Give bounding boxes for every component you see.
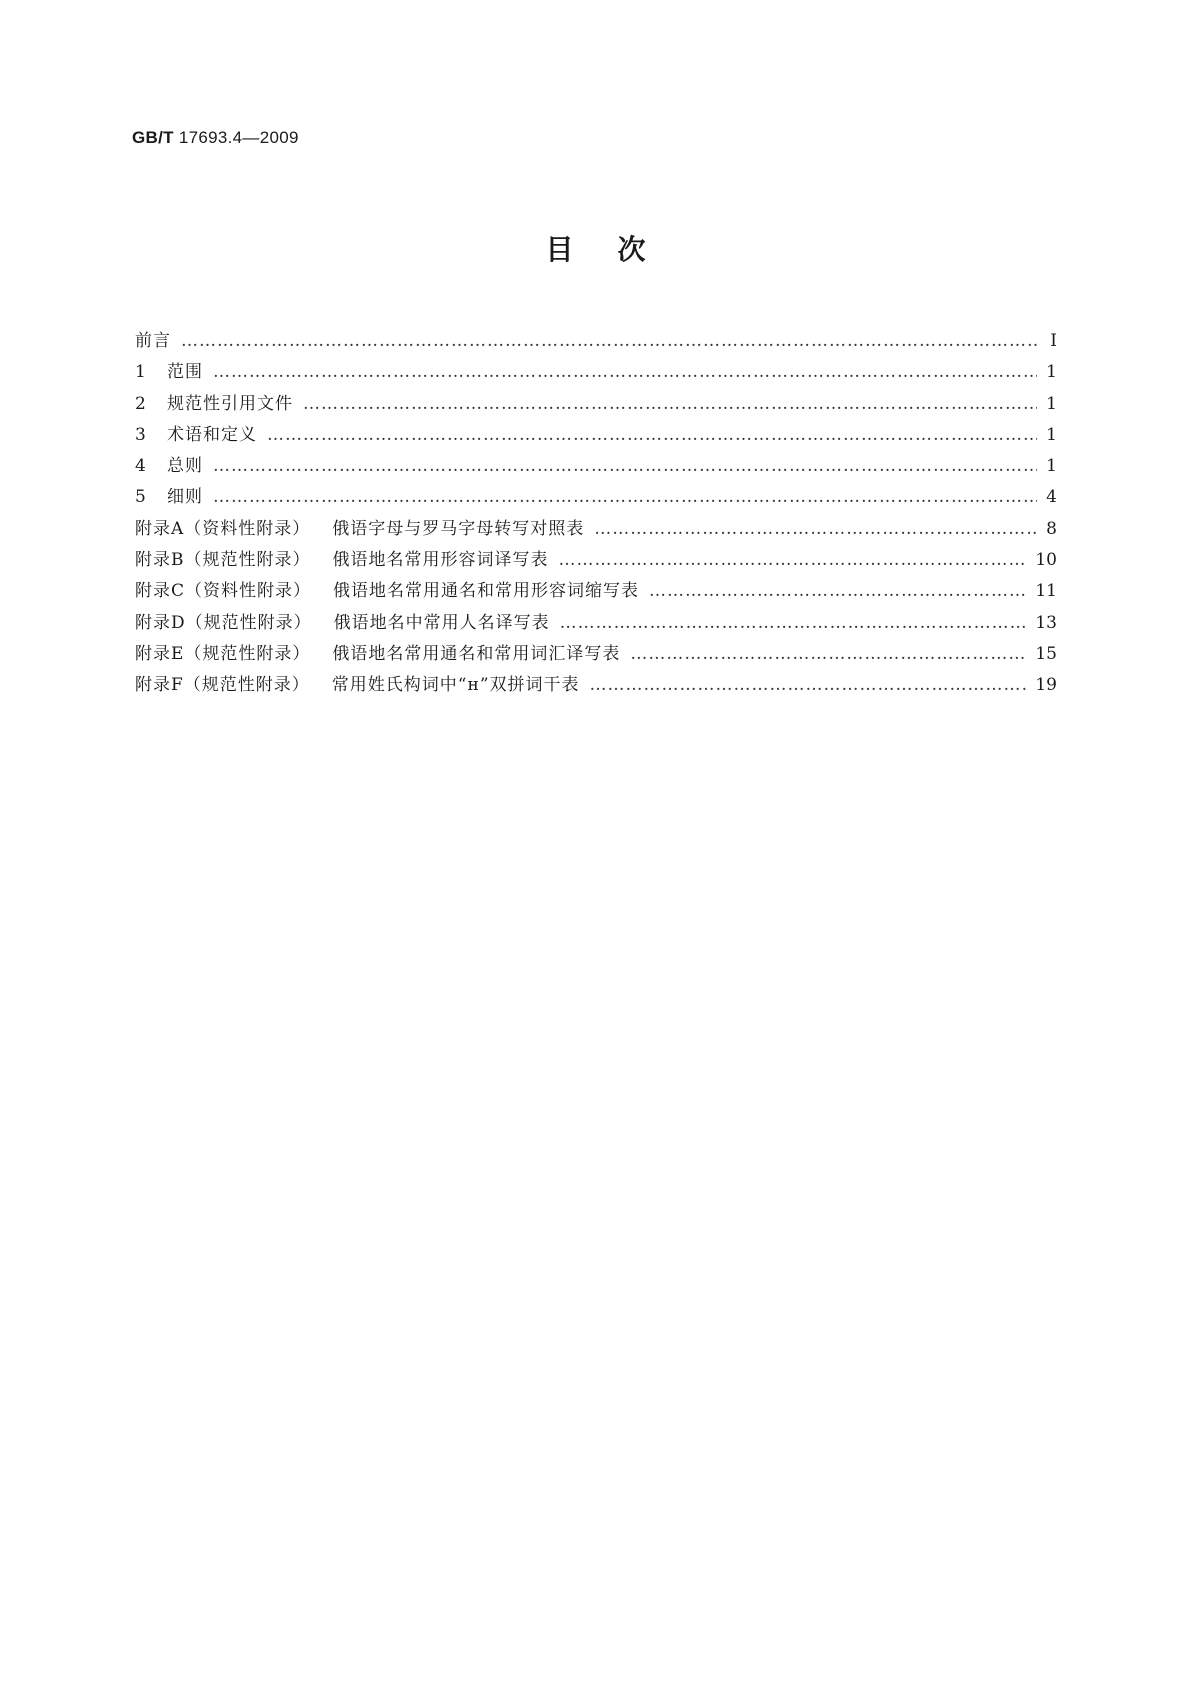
standard-code bbox=[132, 128, 299, 148]
dot-leader bbox=[213, 362, 1037, 382]
toc-entry-label: 前言 bbox=[135, 331, 171, 351]
toc-entry-label: 规范性引用文件 bbox=[167, 393, 293, 414]
dot-leader bbox=[213, 456, 1037, 476]
toc-entry-label: 俄语地名常用通名和常用词汇译写表 bbox=[332, 643, 621, 664]
toc-entry-appendix: 附录B（规范性附录） bbox=[135, 550, 311, 571]
dot-leader bbox=[590, 675, 1028, 695]
toc-entry-appendix-c[interactable] bbox=[135, 576, 1057, 607]
toc-entry-label: 细则 bbox=[167, 487, 203, 508]
toc-entry-label: 俄语地名常用形容词译写表 bbox=[332, 550, 549, 571]
dot-leader bbox=[560, 613, 1028, 633]
toc-entry-appendix-a[interactable] bbox=[135, 514, 1057, 545]
toc-entry-page: 1 bbox=[1046, 362, 1057, 383]
toc-entry-label: 常用姓氏构词中“н”双拼词干表 bbox=[331, 675, 580, 696]
toc-entry-page: 19 bbox=[1035, 675, 1057, 696]
toc-entry-appendix-e[interactable] bbox=[135, 639, 1057, 670]
toc-entry-page: 4 bbox=[1046, 487, 1057, 508]
dot-leader bbox=[594, 519, 1037, 539]
toc-entry-appendix: 附录D（规范性附录） bbox=[135, 612, 312, 633]
toc-entry-page: 1 bbox=[1046, 424, 1057, 445]
toc-entry-page: 15 bbox=[1035, 643, 1057, 664]
toc-entry-page: 1 bbox=[1046, 456, 1057, 477]
standard-prefix: GB/T bbox=[132, 128, 174, 147]
standard-number: 17693.4—2009 bbox=[178, 128, 299, 147]
toc-entry-page: 11 bbox=[1035, 581, 1057, 602]
dot-leader bbox=[649, 581, 1027, 601]
toc-entry-normative-references[interactable] bbox=[135, 389, 1057, 420]
toc-entry-number: 2 bbox=[135, 393, 146, 414]
toc-entry-label: 范围 bbox=[167, 362, 203, 383]
toc-entry-page: 8 bbox=[1046, 518, 1057, 539]
toc-entry-terms-definitions[interactable] bbox=[135, 420, 1057, 451]
toc-entry-number: 4 bbox=[135, 456, 146, 477]
toc-entry-page: 13 bbox=[1035, 612, 1057, 633]
toc-entry-appendix-b[interactable] bbox=[135, 545, 1057, 576]
toc-entry-number: 3 bbox=[135, 424, 146, 445]
toc-entry-general[interactable] bbox=[135, 451, 1057, 482]
toc-entry-page: 10 bbox=[1035, 550, 1057, 571]
toc-entry-appendix-d[interactable] bbox=[135, 608, 1057, 639]
dot-leader bbox=[630, 644, 1027, 664]
toc-entry-label: 俄语地名常用通名和常用形容词缩写表 bbox=[333, 581, 640, 602]
toc-entry-page: 1 bbox=[1046, 393, 1057, 414]
toc-entry-page: Ⅰ bbox=[1050, 331, 1057, 351]
toc-entry-appendix: 附录E（规范性附录） bbox=[135, 643, 311, 664]
dot-leader bbox=[181, 331, 1037, 351]
dot-leader bbox=[303, 394, 1037, 414]
toc-entry-appendix-f[interactable] bbox=[135, 670, 1057, 701]
toc-entry-rules[interactable] bbox=[135, 482, 1057, 513]
dot-leader bbox=[559, 550, 1028, 570]
toc-entry-number: 5 bbox=[135, 487, 146, 508]
toc-entry-foreword[interactable] bbox=[135, 326, 1057, 357]
toc-entry-label: 俄语字母与罗马字母转写对照表 bbox=[332, 518, 585, 539]
toc-entry-appendix: 附录A（资料性附录） bbox=[135, 518, 311, 539]
toc-entry-scope[interactable] bbox=[135, 357, 1057, 388]
toc-entry-label: 术语和定义 bbox=[167, 424, 257, 445]
dot-leader bbox=[267, 425, 1037, 445]
toc-entry-label: 总则 bbox=[167, 456, 203, 477]
toc-entry-appendix: 附录F（规范性附录） bbox=[135, 675, 310, 696]
page-title: 目次 bbox=[545, 233, 690, 266]
toc-entry-appendix: 附录C（资料性附录） bbox=[135, 581, 312, 602]
toc-entry-label: 俄语地名中常用人名译写表 bbox=[333, 612, 550, 633]
toc-entry-number: 1 bbox=[135, 362, 146, 383]
table-of-contents bbox=[135, 326, 1057, 702]
dot-leader bbox=[213, 487, 1037, 507]
